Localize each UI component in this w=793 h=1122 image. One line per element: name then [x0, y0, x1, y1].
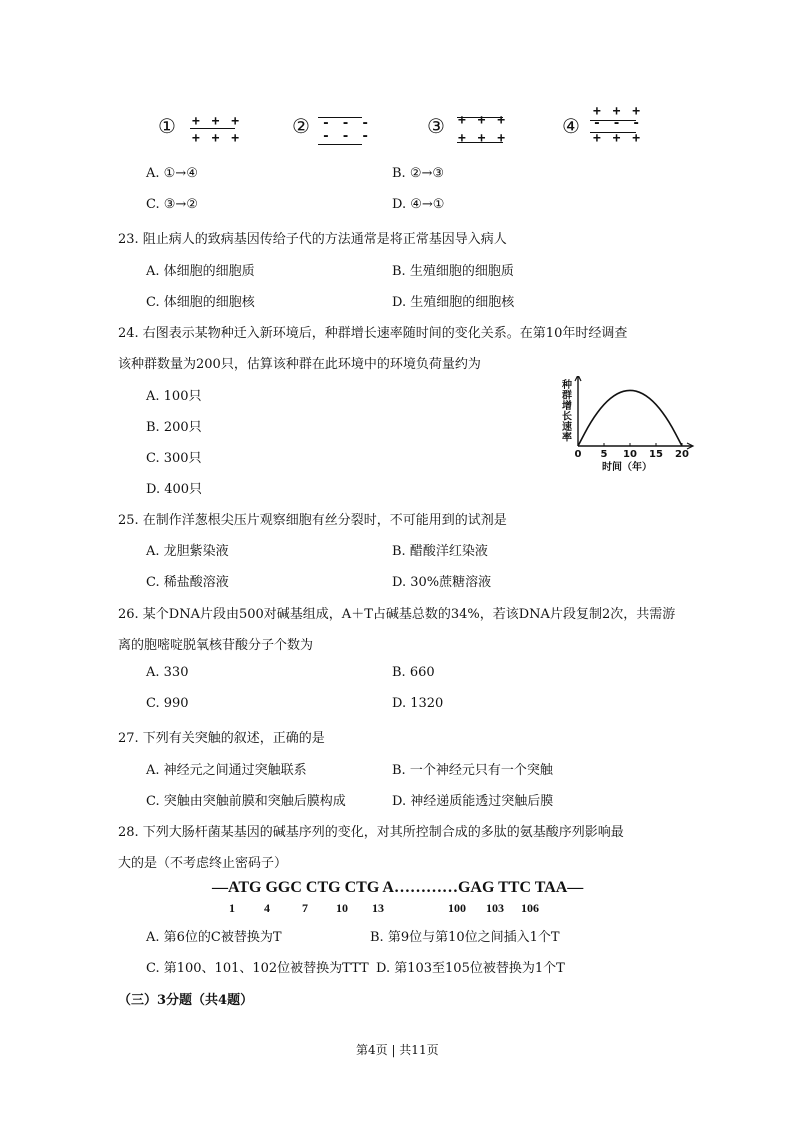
membrane-charge-top: + + +: [192, 114, 242, 129]
growth-rate-curve: [578, 390, 682, 446]
membrane-line: [190, 128, 235, 129]
q26-option-c[interactable]: C. 990: [146, 696, 189, 711]
chart-x-label: 时间（年）: [602, 462, 652, 473]
chart-x-tick-label: 15: [649, 449, 663, 460]
q25-option-a[interactable]: A. 龙胆紫染液: [146, 544, 229, 559]
q28-stem-line2: 大的是（不考虑终止密码子）: [118, 856, 288, 871]
q22-option-a[interactable]: A. ①→④: [146, 166, 198, 181]
membrane-number: ①: [158, 114, 176, 138]
sequence-position-106: 106: [521, 901, 539, 915]
q26-option-d[interactable]: D. 1320: [392, 696, 444, 711]
membrane-charge-bottom: + + +: [593, 131, 643, 146]
q23-option-a[interactable]: A. 体细胞的细胞质: [146, 264, 255, 279]
q22-option-c[interactable]: C. ③→②: [146, 197, 198, 212]
q28-option-a[interactable]: A. 第6位的C被替换为T: [146, 930, 282, 945]
membrane-diagram-1: [158, 108, 248, 148]
section-heading: （三）3分题（共4题）: [118, 993, 254, 1008]
q24-stem-line2: 该种群数量为200只，估算该种群在此环境中的环境负荷量约为: [118, 357, 481, 372]
q23-option-c[interactable]: C. 体细胞的细胞核: [146, 295, 255, 310]
q23-stem: 23. 阻止病人的致病基因传给子代的方法通常是将正常基因导入病人: [118, 232, 507, 247]
q22-option-b[interactable]: B. ②→③: [392, 166, 445, 181]
q27-stem: 27. 下列有关突触的叙述，正确的是: [118, 731, 325, 746]
membrane-line: [318, 144, 362, 145]
q27-option-b[interactable]: B. 一个神经元只有一个突触: [392, 763, 553, 778]
chart-x-tick-label: 20: [675, 449, 689, 460]
membrane-charge-middle: - - -: [593, 116, 643, 131]
q28-option-c[interactable]: C. 第100、101、102位被替换为TTT: [146, 961, 369, 976]
sequence-position-103: 103: [486, 901, 504, 915]
membrane-charge-bottom: + + +: [192, 131, 242, 146]
q27-option-d[interactable]: D. 神经递质能透过突触后膜: [392, 794, 554, 809]
page-footer: 第4页 | 共11页: [356, 1043, 439, 1057]
q24-option-b[interactable]: B. 200只: [146, 420, 202, 435]
q28-option-d[interactable]: D. 第103至105位被替换为1个T: [376, 961, 565, 976]
chart-x-tick-label: 5: [600, 449, 608, 460]
q24-option-a[interactable]: A. 100只: [146, 389, 202, 404]
membrane-charge-bottom: - - -: [322, 129, 372, 144]
q26-option-a[interactable]: A. 330: [146, 665, 189, 680]
q23-option-b[interactable]: B. 生殖细胞的细胞质: [392, 264, 514, 279]
membrane-diagram-2: [292, 108, 382, 148]
sequence-position-7: 7: [302, 901, 308, 915]
q27-option-c[interactable]: C. 突触由突触前膜和突触后膜构成: [146, 794, 346, 809]
membrane-line: [457, 142, 503, 143]
q23-option-d[interactable]: D. 生殖细胞的细胞核: [392, 295, 515, 310]
membrane-charge-top: - - -: [322, 116, 372, 131]
q25-stem: 25. 在制作洋葱根尖压片观察细胞有丝分裂时，不可能用到的试剂是: [118, 513, 507, 528]
q26-stem-line2: 离的胞嘧啶脱氧核苷酸分子个数为: [118, 638, 314, 653]
sequence-position-4: 4: [264, 901, 270, 915]
chart-y-label: 种群增长速率: [562, 380, 572, 444]
sequence-position-100: 100: [448, 901, 466, 915]
membrane-diagram-3: [427, 108, 517, 148]
growth-rate-chart: [540, 376, 700, 476]
q25-option-b[interactable]: B. 醋酸洋红染液: [392, 544, 488, 559]
membrane-diagram-4: [562, 104, 652, 148]
q22-option-d[interactable]: D. ④→①: [392, 197, 445, 212]
q28-option-b[interactable]: B. 第9位与第10位之间插入1个T: [370, 930, 560, 945]
sequence-position-1: 1: [229, 901, 235, 915]
membrane-charge-bottom: + + +: [458, 131, 508, 146]
q25-option-c[interactable]: C. 稀盐酸溶液: [146, 575, 229, 590]
q27-option-a[interactable]: A. 神经元之间通过突触联系: [146, 763, 307, 778]
q26-option-b[interactable]: B. 660: [392, 665, 435, 680]
q24-stem-line1: 24. 右图表示某物种迁入新环境后，种群增长速率随时间的变化关系。在第10年时经调查: [118, 326, 628, 341]
sequence-position-13: 13: [372, 901, 384, 915]
q26-stem-line1: 26. 某个DNA片段由500对碱基组成，A＋T占碱基总数的34%，若该DNA片段复制2次，共需游: [118, 607, 676, 622]
membrane-charge-top: + + +: [593, 104, 643, 119]
chart-x-tick-label: 10: [623, 449, 637, 460]
sequence-position-10: 10: [336, 901, 348, 915]
membrane-number: ④: [562, 114, 580, 138]
membrane-number: ③: [427, 114, 445, 138]
q25-option-d[interactable]: D. 30%蔗糖溶液: [392, 575, 492, 590]
chart-x-tick-label: 0: [574, 449, 582, 460]
q28-stem-line1: 28. 下列大肠杆菌某基因的碱基序列的变化，对其所控制合成的多肽的氨基酸序列影响最: [118, 825, 624, 840]
membrane-charge-top: + + +: [458, 113, 508, 128]
q24-option-d[interactable]: D. 400只: [146, 482, 203, 497]
q24-option-c[interactable]: C. 300只: [146, 451, 202, 466]
dna-sequence: —ATG GGC CTG CTG A…………GAG TTC TAA—: [212, 879, 584, 896]
membrane-number: ②: [292, 114, 310, 138]
